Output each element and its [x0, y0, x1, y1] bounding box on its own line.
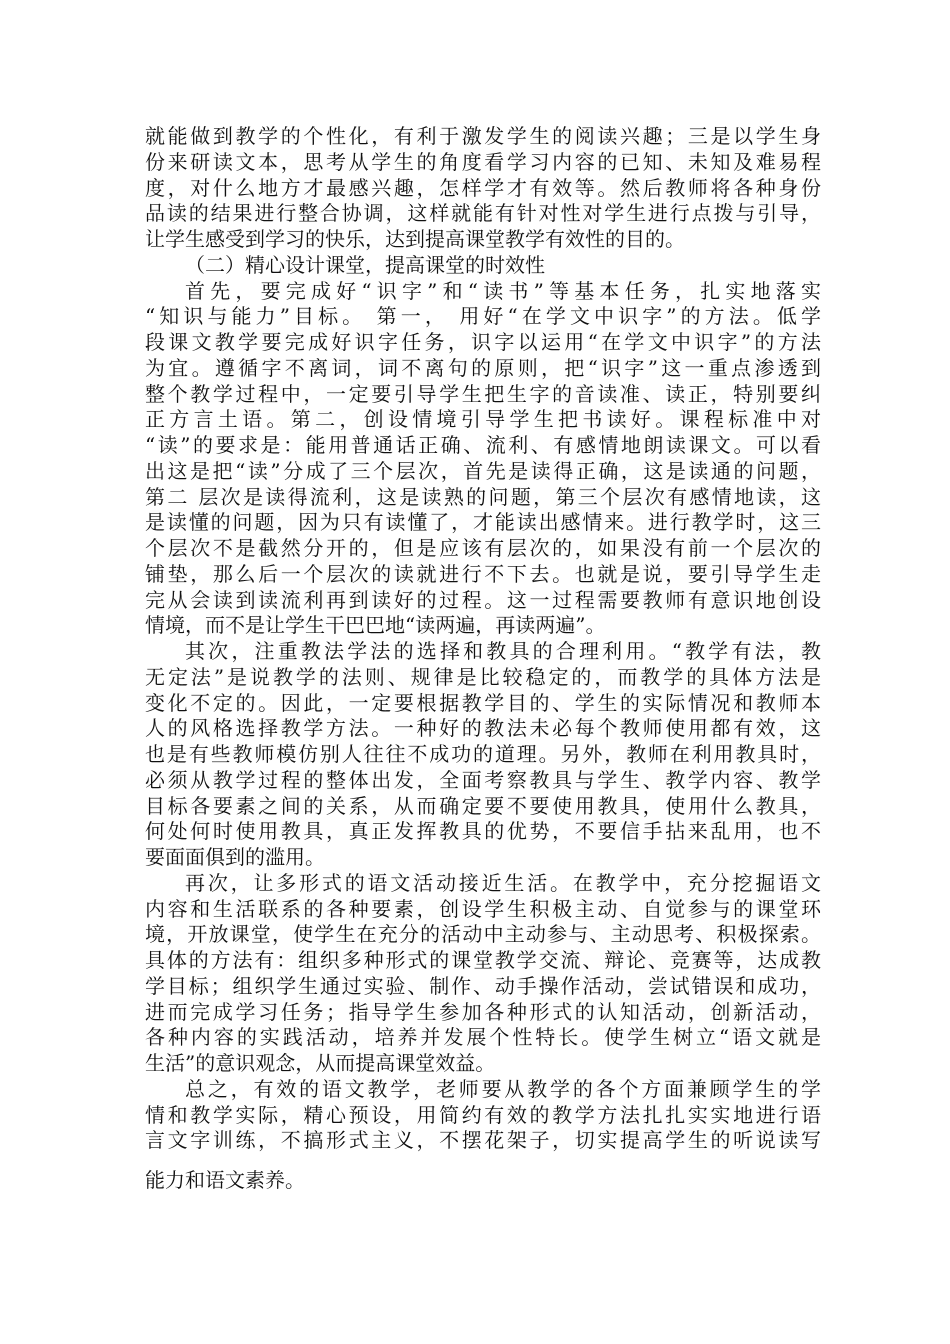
- text-line: 让学生感受到学习的快乐，达到提高课堂教学有效性的目的。: [145, 227, 685, 251]
- text-line: 具体的方法有：组织多种形式的课堂教学交流、辩论、竞赛等，达成教: [145, 948, 821, 972]
- text-line: “读”的要求是：能用普通话正确、流利、有感情地朗读课文。可以看: [145, 433, 821, 457]
- text-line: 份来研读文本，思考从学生的角度看学习内容的已知、未知及难易程: [145, 149, 821, 174]
- text-line: 也是有些教师模仿别人往往不成功的道理。另外，教师在利用教具时，: [145, 742, 821, 766]
- text-line: 首先，要完成好“识字”和“读书”等基本任务，扎实地落实: [185, 278, 821, 303]
- text-line: 再次，让多形式的语文活动接近生活。在教学中，充分挖掘语文: [185, 870, 821, 895]
- text-line: 品读的结果进行整合协调，这样就能有针对性对学生进行点拨与引导，: [145, 201, 821, 226]
- text-line: 其次，注重教法学法的选择和教具的合理利用。“教学有法，教: [185, 639, 821, 663]
- text-line: 整个教学过程中，一定要引导学生把生字的音读准、读正，特别要纠: [145, 381, 821, 406]
- text-line: 何处何时使用教具，真正发挥教具的优势，不要信手拈来乱用，也不: [145, 819, 821, 844]
- text-line: 各种内容的实践活动，培养并发展个性特长。使学生树立“语文就是: [145, 1025, 821, 1050]
- text-line: 人的风格选择教学方法。一种好的教法未必每个教师使用都有效，这: [145, 716, 821, 741]
- section-heading: （二）精心设计课堂，提高课堂的时效性: [185, 252, 545, 277]
- text-line: 铺垫，那么后一个层次的读就进行不下去。也就是说，要引导学生走: [145, 561, 821, 586]
- text-line: 境，开放课堂，使学生在充分的活动中主动参与、主动思考、积极探索。: [145, 922, 821, 947]
- text-line: 无定法”是说教学的法则、规律是比较稳定的，而教学的具体方法是: [145, 664, 821, 689]
- text-line: 必须从教学过程的整体出发，全面考察教具与学生、教学内容、教学: [145, 767, 821, 792]
- text-line: 要面面俱到的滥用。: [145, 845, 325, 869]
- text-line: 段课文教学要完成好识字任务，识字以运用“在学文中识字”的方法: [145, 330, 821, 354]
- text-line: 变化不定的。因此，一定要根据教学目的、学生的实际情况和教师本: [145, 690, 821, 715]
- text-line: 总之，有效的语文教学，老师要从教学的各个方面兼顾学生的学: [185, 1076, 821, 1101]
- text-line: 正方言土语。第二，创设情境引导学生把书读好。课程标准中对: [145, 407, 821, 432]
- text-line: 生活”的意识观念，从而提高课堂效益。: [145, 1051, 496, 1075]
- text-line: 就能做到教学的个性化，有利于激发学生的阅读兴趣；三是以学生身: [145, 124, 821, 148]
- body-text: [145, 124, 821, 1194]
- text-line: 情境，而不是让学生干巴巴地“读两遍，再读两遍”。: [145, 613, 606, 638]
- text-line: 是读懂的问题，因为只有读懂了，才能读出感情来。进行教学时，这三: [145, 510, 821, 535]
- text-line: 内容和生活联系的各种要素，创设学生积极主动、自觉参与的课堂环: [145, 896, 821, 921]
- text-line: 为宜。遵循字不离词，词不离句的原则，把“识字”这一重点渗透到: [145, 355, 821, 380]
- text-line: 情和教学实际，精心预设，用简约有效的教学方法扎扎实实地进行语: [145, 1102, 821, 1127]
- text-line: 度，对什么地方才最感兴趣，怎样学才有效等。然后教师将各种身份: [145, 175, 821, 200]
- text-line: 个层次不是截然分开的，但是应该有层次的，如果没有前一个层次的: [145, 536, 821, 560]
- text-line: “知识与能力”目标。 第一， 用好“在学文中识字”的方法。低学: [145, 304, 821, 329]
- text-line: 学目标；组织学生通过实验、制作、动手操作活动，尝试错误和成功，: [145, 973, 821, 998]
- text-line: 出这是把“读”分成了三个层次，首先是读得正确，这是读通的问题，: [145, 458, 821, 483]
- text-line: 第二 层次是读得流利，这是读熟的问题，第三个层次有感情地读，这: [145, 484, 821, 509]
- text-line: 完从会读到读流利再到读好的过程。这一过程需要教师有意识地创设: [145, 587, 821, 612]
- text-line: 进而完成学习任务；指导学生参加各种形式的认知活动，创新活动，: [145, 999, 821, 1024]
- text-line: 言文字训练，不搞形式主义，不摆花架子，切实提高学生的听说读写: [145, 1128, 821, 1153]
- text-line: 能力和语文素养。: [145, 1168, 305, 1192]
- text-line: 目标各要素之间的关系，从而确定要不要使用教具，使用什么教具，: [145, 793, 821, 818]
